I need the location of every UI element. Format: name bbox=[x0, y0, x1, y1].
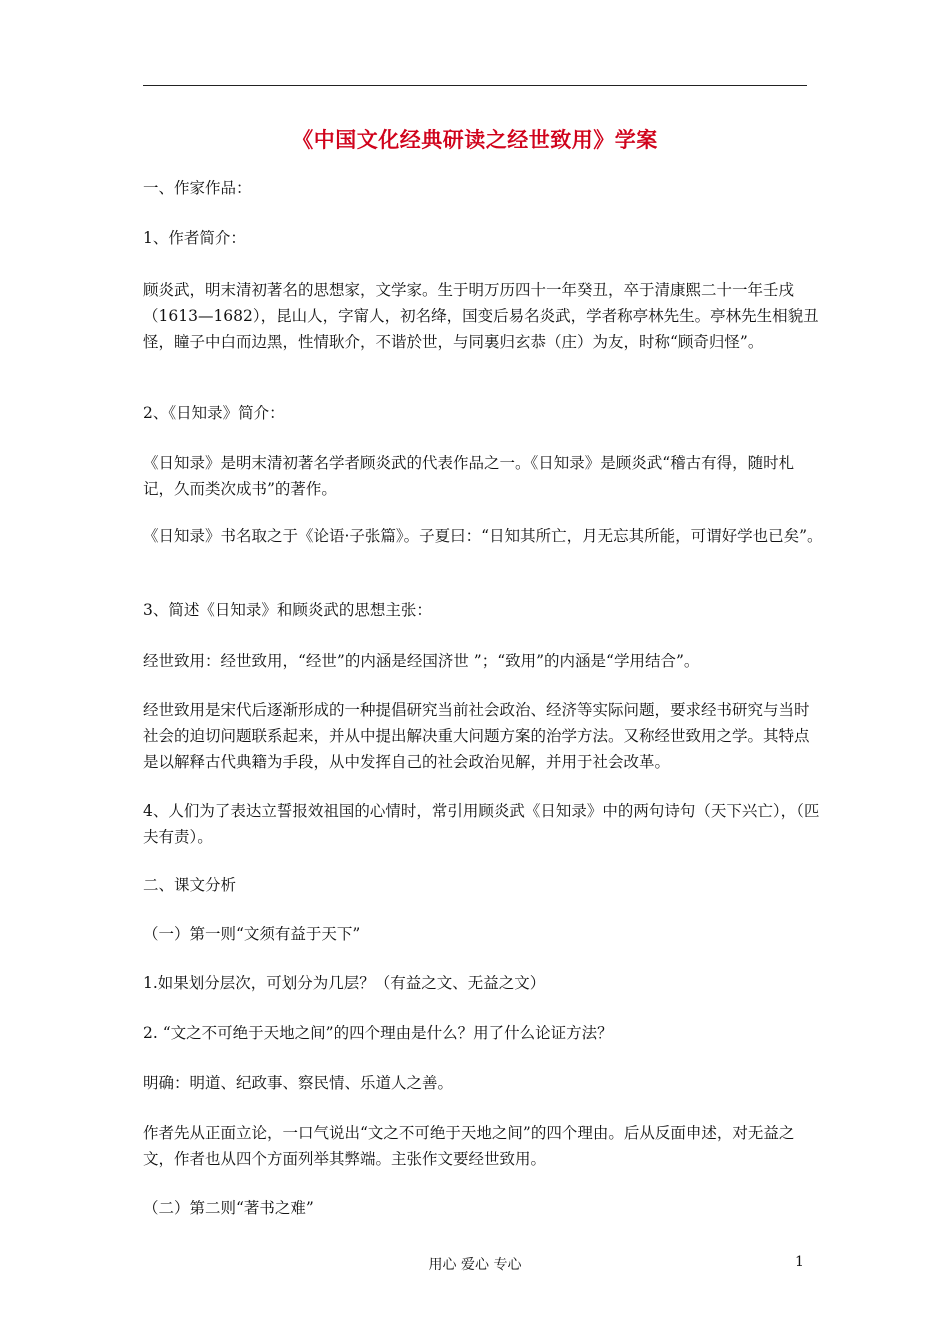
paragraph-poem-quote: 4、人们为了表达立誓报效祖国的心情时，常引用顾炎武《日知录》中的两句诗句（天下兴亡），（匹夫有责）。 bbox=[143, 802, 820, 846]
section-heading-authors: 一、作家作品： bbox=[143, 179, 252, 197]
subheading-first-rule: （一）第一则“文须有益于天下” bbox=[143, 925, 361, 943]
page-number: 1 bbox=[795, 1254, 804, 1270]
subheading-rizhilu-intro: 2、《日知录》简介： bbox=[143, 404, 285, 422]
paragraph-rizhilu-name: 《日知录》书名取之于《论语·子张篇》。子夏曰：“日知其所亡，月无忘其所能，可谓好学也已矣”。 bbox=[143, 527, 823, 545]
question-1: 1.如果划分层次，可划分为几层？（有益之文、无益之文） bbox=[143, 974, 546, 992]
question-2: 2. “文之不可绝于天地之间”的四个理由是什么？用了什么论证方法？ bbox=[143, 1024, 613, 1042]
answer-clarify: 明确：明道、纪政事、察民情、乐道人之善。 bbox=[143, 1074, 454, 1092]
paragraph-jingshizhiyong-desc: 经世致用是宋代后逐渐形成的一种提倡研究当前社会政治、经济等实际问题，要求经书研究与当时社会的迫切问题联系起来，并从中提出解决重大问题方案的治学方法。又称经世致用之学。其特点是以解释古代典籍为手段，从中发挥自己的社会政治见解，并用于社会改革。 bbox=[143, 701, 810, 771]
subheading-author-intro: 1、作者简介： bbox=[143, 229, 246, 247]
paragraph-author-bio: 顾炎武，明末清初著名的思想家，文学家。生于明万历四十一年癸丑，卒于清康熙二十一年壬戌（1613—1682），昆山人，字甯人，初名绛，国变后易名炎武，学者称亭林先生。亭林先生相貌丑怪，瞳子中白而边黑，性情耿介，不谐於世，与同裏归玄恭（庄）为友，时称“顾奇归怪”。 bbox=[143, 281, 819, 351]
section-heading-analysis: 二、课文分析 bbox=[143, 876, 237, 894]
document-title: 《中国文化经典研读之经世致用》学案 bbox=[292, 128, 658, 152]
subheading-thought: 3、简述《日知录》和顾炎武的思想主张： bbox=[143, 601, 432, 619]
paragraph-argument: 作者先从正面立论，一口气说出“文之不可绝于天地之间”的四个理由。后从反面申述，对无益之文，作者也从四个方面列举其弊端。主张作文要经世致用。 bbox=[143, 1124, 795, 1168]
header-rule bbox=[143, 85, 807, 86]
subheading-second-rule: （二）第二则“著书之难” bbox=[143, 1199, 314, 1217]
page-footer: 用心 爱心 专心 bbox=[428, 1257, 522, 1273]
paragraph-rizhilu-desc: 《日知录》是明末清初著名学者顾炎武的代表作品之一。《日知录》是顾炎武“稽古有得，随时札记，久而类次成书”的著作。 bbox=[143, 454, 795, 498]
paragraph-jingshizhiyong-def: 经世致用：经世致用，“经世”的内涵是经国济世 ”；“致用”的内涵是“学用结合”。 bbox=[143, 652, 700, 670]
